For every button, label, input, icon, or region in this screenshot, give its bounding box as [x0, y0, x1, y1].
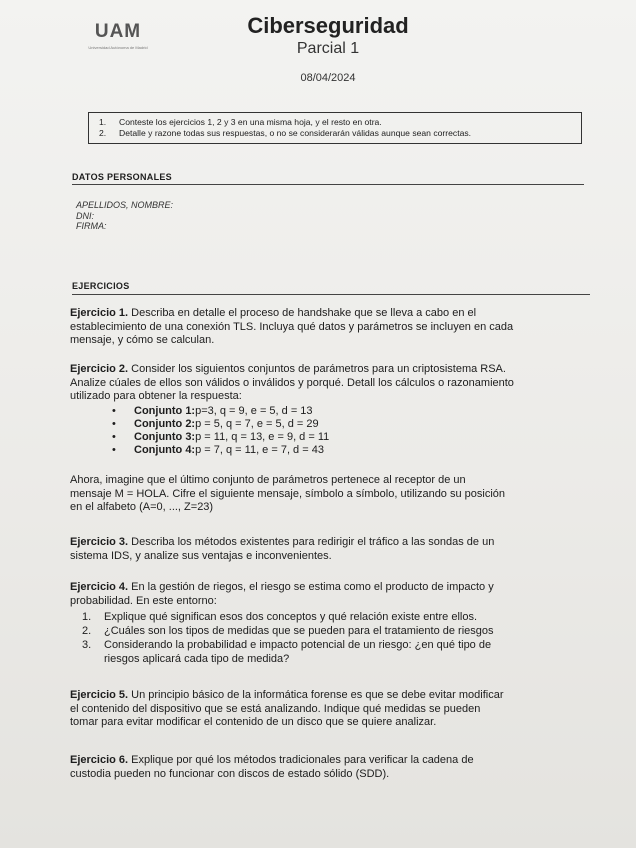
item-number: 3.	[82, 639, 92, 651]
instruction-text: Detalle y razone todas sus respuestas, o no se considerarán válidas aunque sean correctas.	[119, 128, 472, 138]
exercise-5	[70, 689, 595, 730]
set-label: Conjunto 1:	[134, 405, 196, 417]
instructions-box	[88, 112, 582, 144]
set-value: p = 11, q = 13, e = 9, d = 11	[195, 431, 330, 443]
document-title: Ciberseguridad	[247, 13, 409, 38]
exercise-label: Ejercicio 5.	[70, 689, 129, 701]
personal-data-header: DATOS PERSONALES	[72, 172, 172, 182]
instruction-number: 1.	[99, 117, 107, 127]
exercise-label: Ejercicio 1.	[70, 307, 129, 319]
exercise-label: Ejercicio 4.	[70, 581, 129, 593]
exercise-text: probabilidad. En este entorno:	[70, 594, 217, 607]
exercises-header: EJERCICIOS	[72, 281, 130, 291]
exercise-text: Describa en detalle el proceso de handshake que se lleva a cabo en el	[128, 307, 477, 319]
set-label: Conjunto 3:	[134, 431, 196, 443]
exercise-4	[70, 581, 595, 608]
list-item	[112, 431, 329, 444]
exercise-text: Consider los siguientos conjuntos de parámetros para un criptosistema RSA.	[128, 363, 506, 375]
set-label: Conjunto 4:	[134, 444, 196, 456]
exercise-text: tomar para evitar modificar el contenido de un disco que se quiere analizar.	[70, 716, 437, 728]
exercise-text: utilizado para obtener la respuesta:	[70, 390, 242, 402]
dni-field-label: DNI:	[76, 210, 94, 221]
exercise-label: Ejercicio 3.	[70, 536, 129, 548]
exercise-text: Ahora, imagine que el último conjunto de parámetros pertenece al receptor de un	[70, 474, 466, 486]
list-item	[82, 624, 494, 638]
instruction-number: 2.	[99, 128, 107, 138]
exercise-text: custodia pueden no funcionar con discos de estado sólido (SDD).	[70, 767, 390, 780]
item-text: riesgos aplicará cada tipo de medida?	[104, 653, 290, 665]
exercise-3	[70, 536, 595, 563]
list-item-continuation	[82, 652, 494, 666]
signature-field-label: FIRMA:	[76, 221, 107, 231]
exercise-text: Un principio básico de la informática forense es que se debe evitar modificar	[128, 689, 504, 701]
bullet-icon: •	[112, 405, 116, 417]
personal-data-fields	[76, 200, 173, 232]
document-subtitle: Parcial 1	[296, 40, 360, 57]
item-number: 2.	[82, 625, 92, 637]
section-divider	[72, 294, 590, 295]
exercise-text: el contenido del dispositivo que se está analizando. Indique qué medidas se pueden	[70, 702, 481, 715]
uam-logo	[88, 22, 148, 50]
list-item	[112, 405, 329, 418]
exercise-text: sistema IDS, y analize sus ventajas e inconvenientes.	[70, 549, 332, 562]
logo-subtext: Universidad Autónoma de Madrid	[88, 45, 148, 50]
exercise-6	[70, 754, 595, 781]
bullet-icon: •	[112, 418, 116, 430]
instruction-item	[99, 117, 575, 128]
exercise-2	[70, 363, 595, 404]
set-label: Conjunto 2:	[134, 418, 196, 430]
item-text: Considerando la probabilidad e impacto potencial de un riesgo: ¿en qué tipo de	[104, 639, 492, 651]
bullet-icon: •	[112, 444, 116, 456]
set-value: p=3, q = 9, e = 5, d = 13	[195, 405, 313, 417]
set-value: p = 7, q = 11, e = 7, d = 43	[195, 444, 324, 456]
list-item	[112, 444, 329, 457]
exercise-2-continuation	[70, 474, 595, 515]
exercise-1	[70, 307, 595, 348]
section-divider	[72, 184, 584, 185]
logo-mark: UAM	[94, 21, 142, 42]
instruction-item	[99, 128, 575, 139]
name-field-label: APELLIDOS, NOMBRE:	[76, 200, 174, 210]
exercise-text: Analize cúales de ellos son válidos o inválidos y porqué. Detall los cálculos o razonamiento	[70, 376, 514, 389]
set-value: p = 5, q = 7, e = 5, d = 29	[195, 418, 319, 430]
exercise-text: En la gestión de riegos, el riesgo se estima como el producto de impacto y	[128, 581, 494, 593]
instruction-text: Conteste los ejercicios 1, 2 y 3 en una misma hoja, y el resto en otra.	[119, 117, 382, 127]
bullet-icon: •	[112, 431, 116, 443]
exercise-text: Describa los métodos existentes para redirigir el tráfico a las sondas de un	[128, 536, 495, 548]
rsa-parameter-list	[112, 405, 329, 457]
exercise-label: Ejercicio 6.	[70, 754, 129, 766]
exercise-label: Ejercicio 2.	[70, 363, 129, 375]
exercise-text: establecimiento de una conexión TLS. Incluya qué datos y parámetros se incluyen en cada	[70, 320, 514, 333]
exam-date: 08/04/2024	[300, 72, 356, 84]
exercise-4-questions	[82, 610, 494, 666]
list-item	[82, 610, 494, 624]
exercise-text: Explique por qué los métodos tradicionales para verificar la cadena de	[128, 754, 474, 766]
exercise-text: mensaje, y cómo se calculan.	[70, 334, 215, 346]
item-text: Explique qué significan esos dos conceptos y qué relación existe entre ellos.	[104, 611, 478, 623]
list-item	[82, 638, 494, 652]
item-number: 1.	[82, 611, 92, 623]
exercise-text: en el alfabeto (A=0, ..., Z=23)	[70, 501, 214, 513]
list-item	[112, 418, 329, 431]
exercise-text: mensaje M = HOLA. Cifre el siguiente mensaje, símbolo a símbolo, utilizando su posición	[70, 487, 506, 500]
item-text: ¿Cuáles son los tipos de medidas que se pueden para el tratamiento de riesgos	[104, 625, 494, 637]
